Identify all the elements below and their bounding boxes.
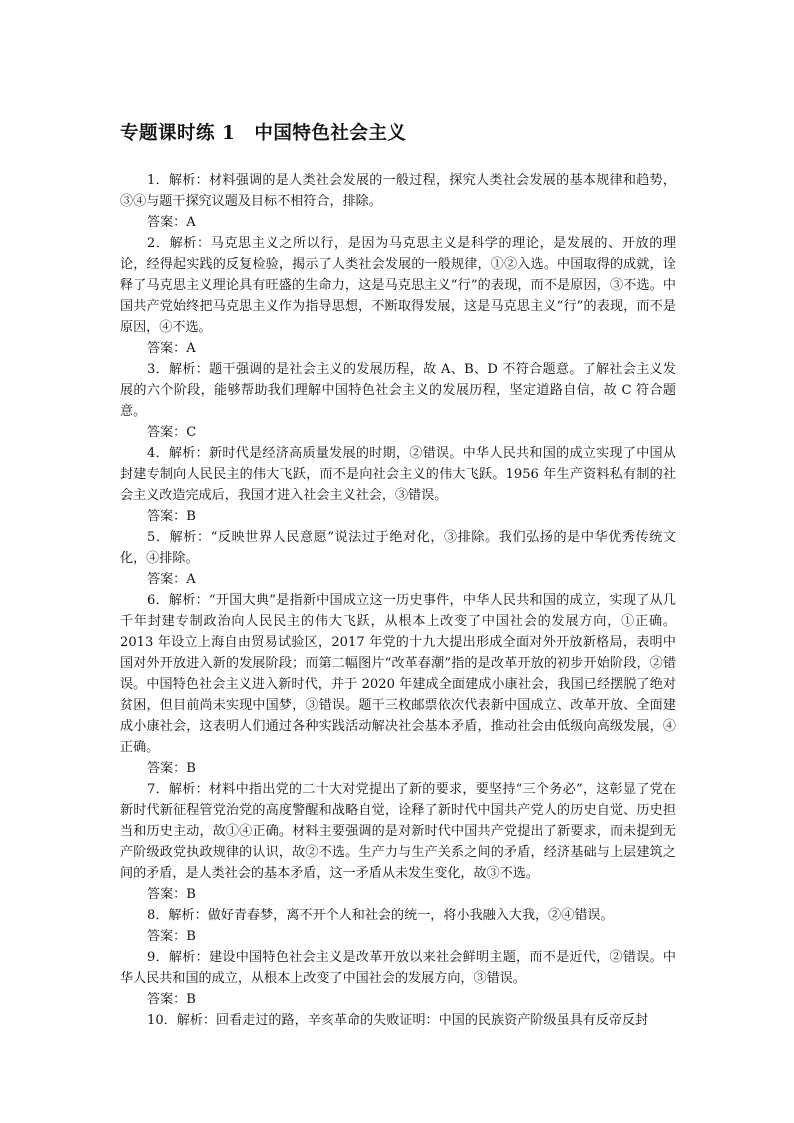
answer-text: 答案：B xyxy=(147,929,196,944)
explanation-text: 7．解析：材料中指出党的二十大对党提出了新的要求，要坚持“三个务必”，这彰显了党在新时代新征程管党治党的高度警醒和战略自觉，诠释了新时代中国共产党人的历史自觉、历史担当和历史主动，故①④正确。材料主要强调的是对新时代中国共产党提出了新要求，而未提到无产阶级政党执政规律的认识，故②不选。生产力与生产关系之间的矛盾，经济基础与上层建筑之间的矛盾，是人类社会的基本矛盾，这一矛盾从未发生变化，故③不选。 xyxy=(120,782,676,881)
explanation-text: 2．解析：马克思主义之所以行，是因为马克思主义是科学的理论，是发展的、开放的理论，经得起实践的反复检验，揭示了人类社会发展的一般规律，①②入选。中国取得的成就，诠释了马克思主义理论具有旺盛的生命力，这是马克思主义“行”的表现，而不是原因，③不选。中国共产党始终把马克思主义作为指导思想，不断取得发展，这是马克思主义“行”的表现，而不是原因，④不选。 xyxy=(120,236,676,335)
explanation-text: 9．解析：建设中国特色社会主义是改革开放以来社会鲜明主题，而不是近代，②错误。中华人民共和国的成立，从根本上改变了中国社会的发展方向，③错误。 xyxy=(120,950,676,986)
answer-text: 答案：A xyxy=(147,215,196,230)
answer-text: 答案：B xyxy=(147,509,196,524)
answer-entry-5 xyxy=(120,527,676,590)
answer-text: 答案：B xyxy=(147,992,196,1007)
explanation-text: 6．解析：“开国大典”是指新中国成立这一历史事件，中华人民共和国的成立，实现了从几千年封建专制政治向人民民主的伟大飞跃，从根本上改变了中国社会的发展方向，①正确。2013 年设立上海自由贸易试验区，2017 年党的十九大提出形成全面对外开放新格局，表明中国对外开放进入新的发展阶段；而第二幅图片“改革春潮”指的是改革开放的初步开始阶段，②错误。中国特色社会主义进入新时代，并于 2020 年建成全面建成小康社会，我国已经摆脱了绝对贫困，但目前尚未实现中国梦，③错误。题干三枚邮票依次代表新中国成立、改革开放、全面建成小康社会，这表明人们通过各种实践活动解决社会基本矛盾，推动社会由低级向高级发展，④正确。 xyxy=(120,593,676,755)
answer-entry-2 xyxy=(120,233,676,359)
answer-text: 答案：C xyxy=(147,425,197,440)
answer-text: 答案：A xyxy=(147,341,196,356)
answer-text: 答案：B xyxy=(147,761,196,776)
explanation-text: 5．解析：“反映世界人民意愿”说法过于绝对化，③排除。我们弘扬的是中华优秀传统文化，④排除。 xyxy=(120,530,676,566)
explanation-text: 4．解析：新时代是经济高质量发展的时期，②错误。中华人民共和国的成立实现了中国从封建专制向人民民主的伟大飞跃，而不是向社会主义的伟大飞跃。1956 年生产资料私有制的社会主义改造完成后，我国才进入社会主义社会，③错误。 xyxy=(120,446,676,503)
answer-entry-9 xyxy=(120,947,676,1010)
explanation-text: 3．解析：题干强调的是社会主义的发展历程，故 A、B、D 不符合题意。了解社会主义发展的六个阶段，能够帮助我们理解中国特色社会主义的发展历程，坚定道路自信，故 C 符合题意。 xyxy=(120,362,676,419)
answer-entry-1 xyxy=(120,170,676,233)
explanation-text: 8．解析：做好青春梦，离不开个人和社会的统一，将小我融入大我，②④错误。 xyxy=(147,908,614,923)
answer-text: 答案：B xyxy=(147,887,196,902)
answer-entry-8 xyxy=(120,905,676,947)
answer-text: 答案：A xyxy=(147,572,196,587)
answer-entry-7 xyxy=(120,779,676,905)
answer-entry-6 xyxy=(120,590,676,779)
page-title: 专题课时练 1 中国特色社会主义 xyxy=(120,123,407,144)
explanation-text: 1．解析：材料强调的是人类社会发展的一般过程，探究人类社会发展的基本规律和趋势，③④与题干探究议题及目标不相符合，排除。 xyxy=(120,173,676,209)
explanation-text: 10．解析：回看走过的路，辛亥革命的失败证明：中国的民族资产阶级虽具有反帝反封 xyxy=(147,1013,649,1028)
answer-list xyxy=(120,170,676,1031)
answer-entry-3 xyxy=(120,359,676,443)
answer-entry-10 xyxy=(120,1010,676,1031)
answer-entry-4 xyxy=(120,443,676,527)
